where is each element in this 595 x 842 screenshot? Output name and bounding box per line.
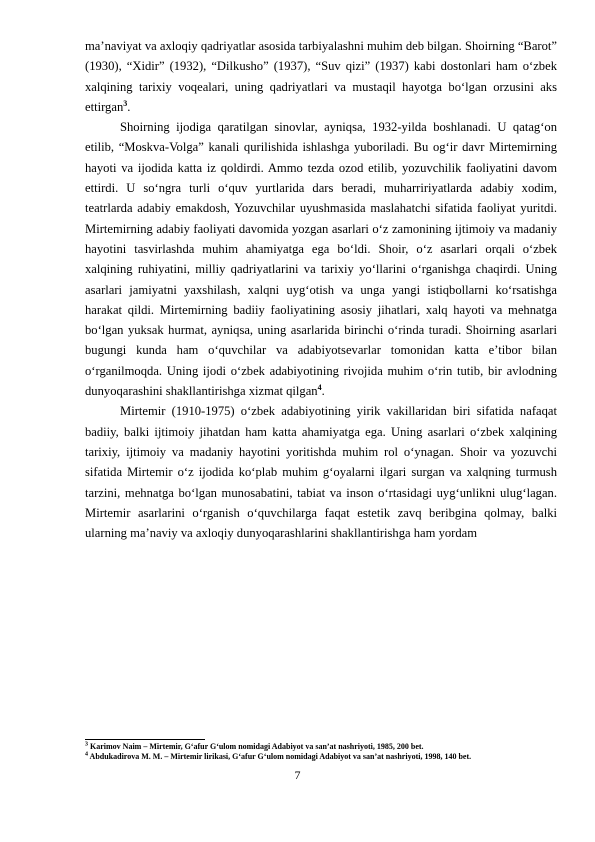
footnotes	[85, 739, 557, 762]
page-number: 7	[294, 768, 301, 782]
footnote-3-number: 3	[85, 741, 88, 748]
footnote-3-text: Karimov Naim – Mirtemir, G‘afur G‘ulom nomidagi Adabiyot va san’at nashriyoti, 1985, 200 bet.	[88, 742, 424, 751]
footnote-4-number: 4	[85, 751, 88, 758]
footnote-ref-3[interactable]: 3	[123, 98, 128, 108]
paragraph-3	[85, 401, 557, 543]
footnote-4-text: Abdukadirova M. M. – Mirtemir lirikasi, G‘afur G‘ulom nomidagi Adabiyot va san’at nashriyoti, 1998, 140 bet.	[88, 752, 472, 761]
paragraph-2-tail: .	[321, 384, 325, 399]
paragraph-3-text: Mirtemir (1910-1975) o‘zbek adabiyotining yirik vakillaridan biri sifatida nafaqat badiiy, balki ijtimoiy jihatdan ham katta ahamiyatga ega. Uning asarlari o‘zbek xalqining tarixiy, ijtimoiy va madaniy hayotini yoritishda muhim rol o‘ynagan. Shoir va yozuvchi sifatida Mirtemir o‘z ijodida ko‘plab muhim g‘oyalarni ilgari surgan va xalqning turmush tarzini, mehnatga bo‘lgan munosabatini, tabiat va inson o‘rtasidagi uyg‘unlikni ulug‘lagan. Mirtemir asarlarini o‘rganish o‘quvchilarga faqat estetik zavq beribgina qolmay, balki ularning ma’naviy va axloqiy dunyoqarashlarini shakllantirishga ham yordam	[85, 404, 557, 541]
footnote-ref-4[interactable]: 4	[317, 382, 322, 392]
footnote-divider	[85, 739, 205, 740]
paragraph-1	[85, 36, 557, 117]
footnote-3	[85, 742, 557, 752]
paragraph-1-tail: .	[127, 99, 131, 114]
paragraph-2-text: Shoirning ijodiga qaratilgan sinovlar, ayniqsa, 1932-yilda boshlanadi. U qatag‘on etilib, “Moskva-Volga” kanali qurilishida ishlashga yuboriladi. Bu og‘ir davr Mirtemirning hayoti va ijodida katta iz qoldirdi. Ammo tezda ozod etilib, yozuvchilik faoliyatini davom ettirdi. U so‘ngra turli o‘quv yurtlarida dars beradi, muharririyatlarda adabiy xodim, teatrlarda adabiy emakdosh, Yozuvchilar uyushmasida maslahatchi sifatida faoliyat yuritdi. Mirtemirning adabiy faoliyati davomida yozgan asarlari o‘z zamonining ijtimoiy va madaniy hayotini tasvirlashda muhim ahamiyatga ega bo‘ldi. Shoir, o‘z asarlari orqali o‘zbek xalqining ruhiyatini, milliy qadriyatlarini va tarixiy yo‘llarini o‘rganishga chaqirdi. Uning asarlari jamiyatni yaxshilash, xalqni uyg‘otish va unga yangi istiqbollarni ko‘rsatishga harakat qildi. Mirtemirning badiiy faoliyatining asosiy jihatlari, xalq hayoti va mehnatga bo‘lgan yuksak hurmat, ayniqsa, uning asarlarida birinchi o‘rinda turadi. Shoirning asarlari bugungi kunda ham o‘quvchilar va adabiyotsevarlar tomonidan katta e’tibor bilan o‘rganilmoqda. Uning ijodi o‘zbek adabiyotining rivojida muhim o‘rin tutib, bir avlodning dunyoqarashini shakllantirishga xizmat qilgan	[85, 120, 557, 399]
paragraph-1-text: ma’naviyat va axloqiy qadriyatlar asosida tarbiyalashni muhim deb bilgan. Shoirning “Barot” (1930), “Xidir” (1932), “Dilkusho” (1937), “Suv qizi” (1937) kabi dostonlari ham o‘zbek xalqining tarixiy voqealari, uning qadriyatlari va mustaqil hayotga bo‘lgan orzusini aks ettirgan	[85, 39, 557, 114]
footnote-4	[85, 752, 557, 762]
body-text	[85, 36, 557, 543]
paragraph-2	[85, 117, 557, 401]
